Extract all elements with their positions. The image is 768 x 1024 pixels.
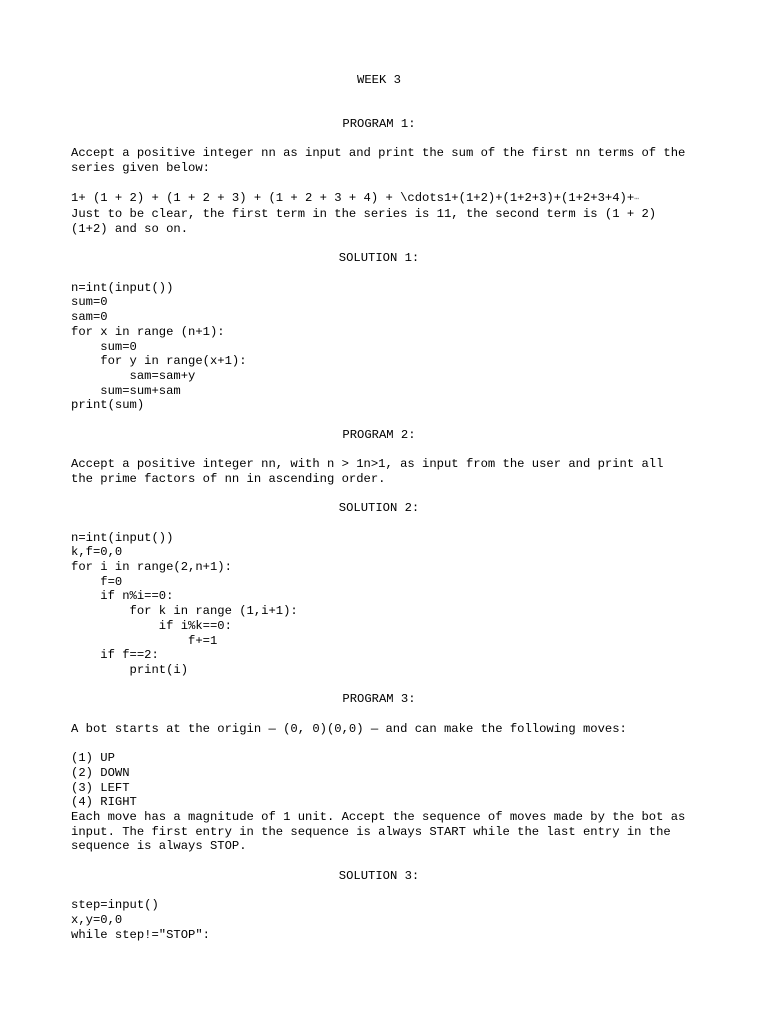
solution-1-code: n=int(input()) sum=0 sam=0 for x in range (n+1): sum=0 for y in range(x+1): sam=sam+y sum=sum+sam print(sum)	[71, 280, 247, 413]
program-3-description: Each move has a magnitude of 1 unit. Accept the sequence of moves made by the bot as input. The first entry in the sequence is always START while the last entry in the sequence is always STOP.	[71, 809, 693, 854]
program-3-moves: (1) UP (2) DOWN (3) LEFT (4) RIGHT	[71, 751, 137, 810]
series-text: 1+ (1 + 2) + (1 + 2 + 3) + (1 + 2 + 3 + 4) + \cdots1+(1+2)+(1+2+3)+(1+2+3+4)+	[71, 190, 635, 205]
solution-1-heading: SOLUTION 1:	[338, 251, 420, 266]
program-1-description: Accept a positive integer nn as input and print the sum of the first nn terms of the series given below:	[71, 146, 693, 176]
program-3-intro: A bot starts at the origin — (0, 0)(0,0) — and can make the following moves:	[71, 721, 627, 736]
program-1-clarification: Just to be clear, the first term in the series is 11, the second term is (1 + 2) (1+2) and so on.	[71, 207, 664, 236]
solution-3-code: step=input() x,y=0,0 while step!="STOP":	[71, 898, 210, 942]
solution-2-code: n=int(input()) k,f=0,0 for i in range(2,n+1): f=0 if n%i==0: for k in range (1,i+1): if i%k==0: f+=1 if f==2: print(i)	[71, 530, 298, 677]
solution-2-heading: SOLUTION 2:	[338, 501, 420, 516]
solution-3-heading: SOLUTION 3:	[338, 868, 420, 883]
program-3-heading: PROGRAM 3:	[342, 692, 416, 707]
week-title: WEEK 3	[357, 73, 401, 87]
document-content	[71, 73, 693, 942]
program-2-description: Accept a positive integer nn, with n > 1n>1, as input from the user and print all the prime factors of nn in ascending order.	[71, 457, 671, 486]
program-1-heading: PROGRAM 1:	[342, 117, 416, 132]
series-ellipsis: ⋯	[634, 194, 639, 204]
program-1-series	[71, 191, 687, 208]
program-2-heading: PROGRAM 2:	[342, 427, 416, 442]
